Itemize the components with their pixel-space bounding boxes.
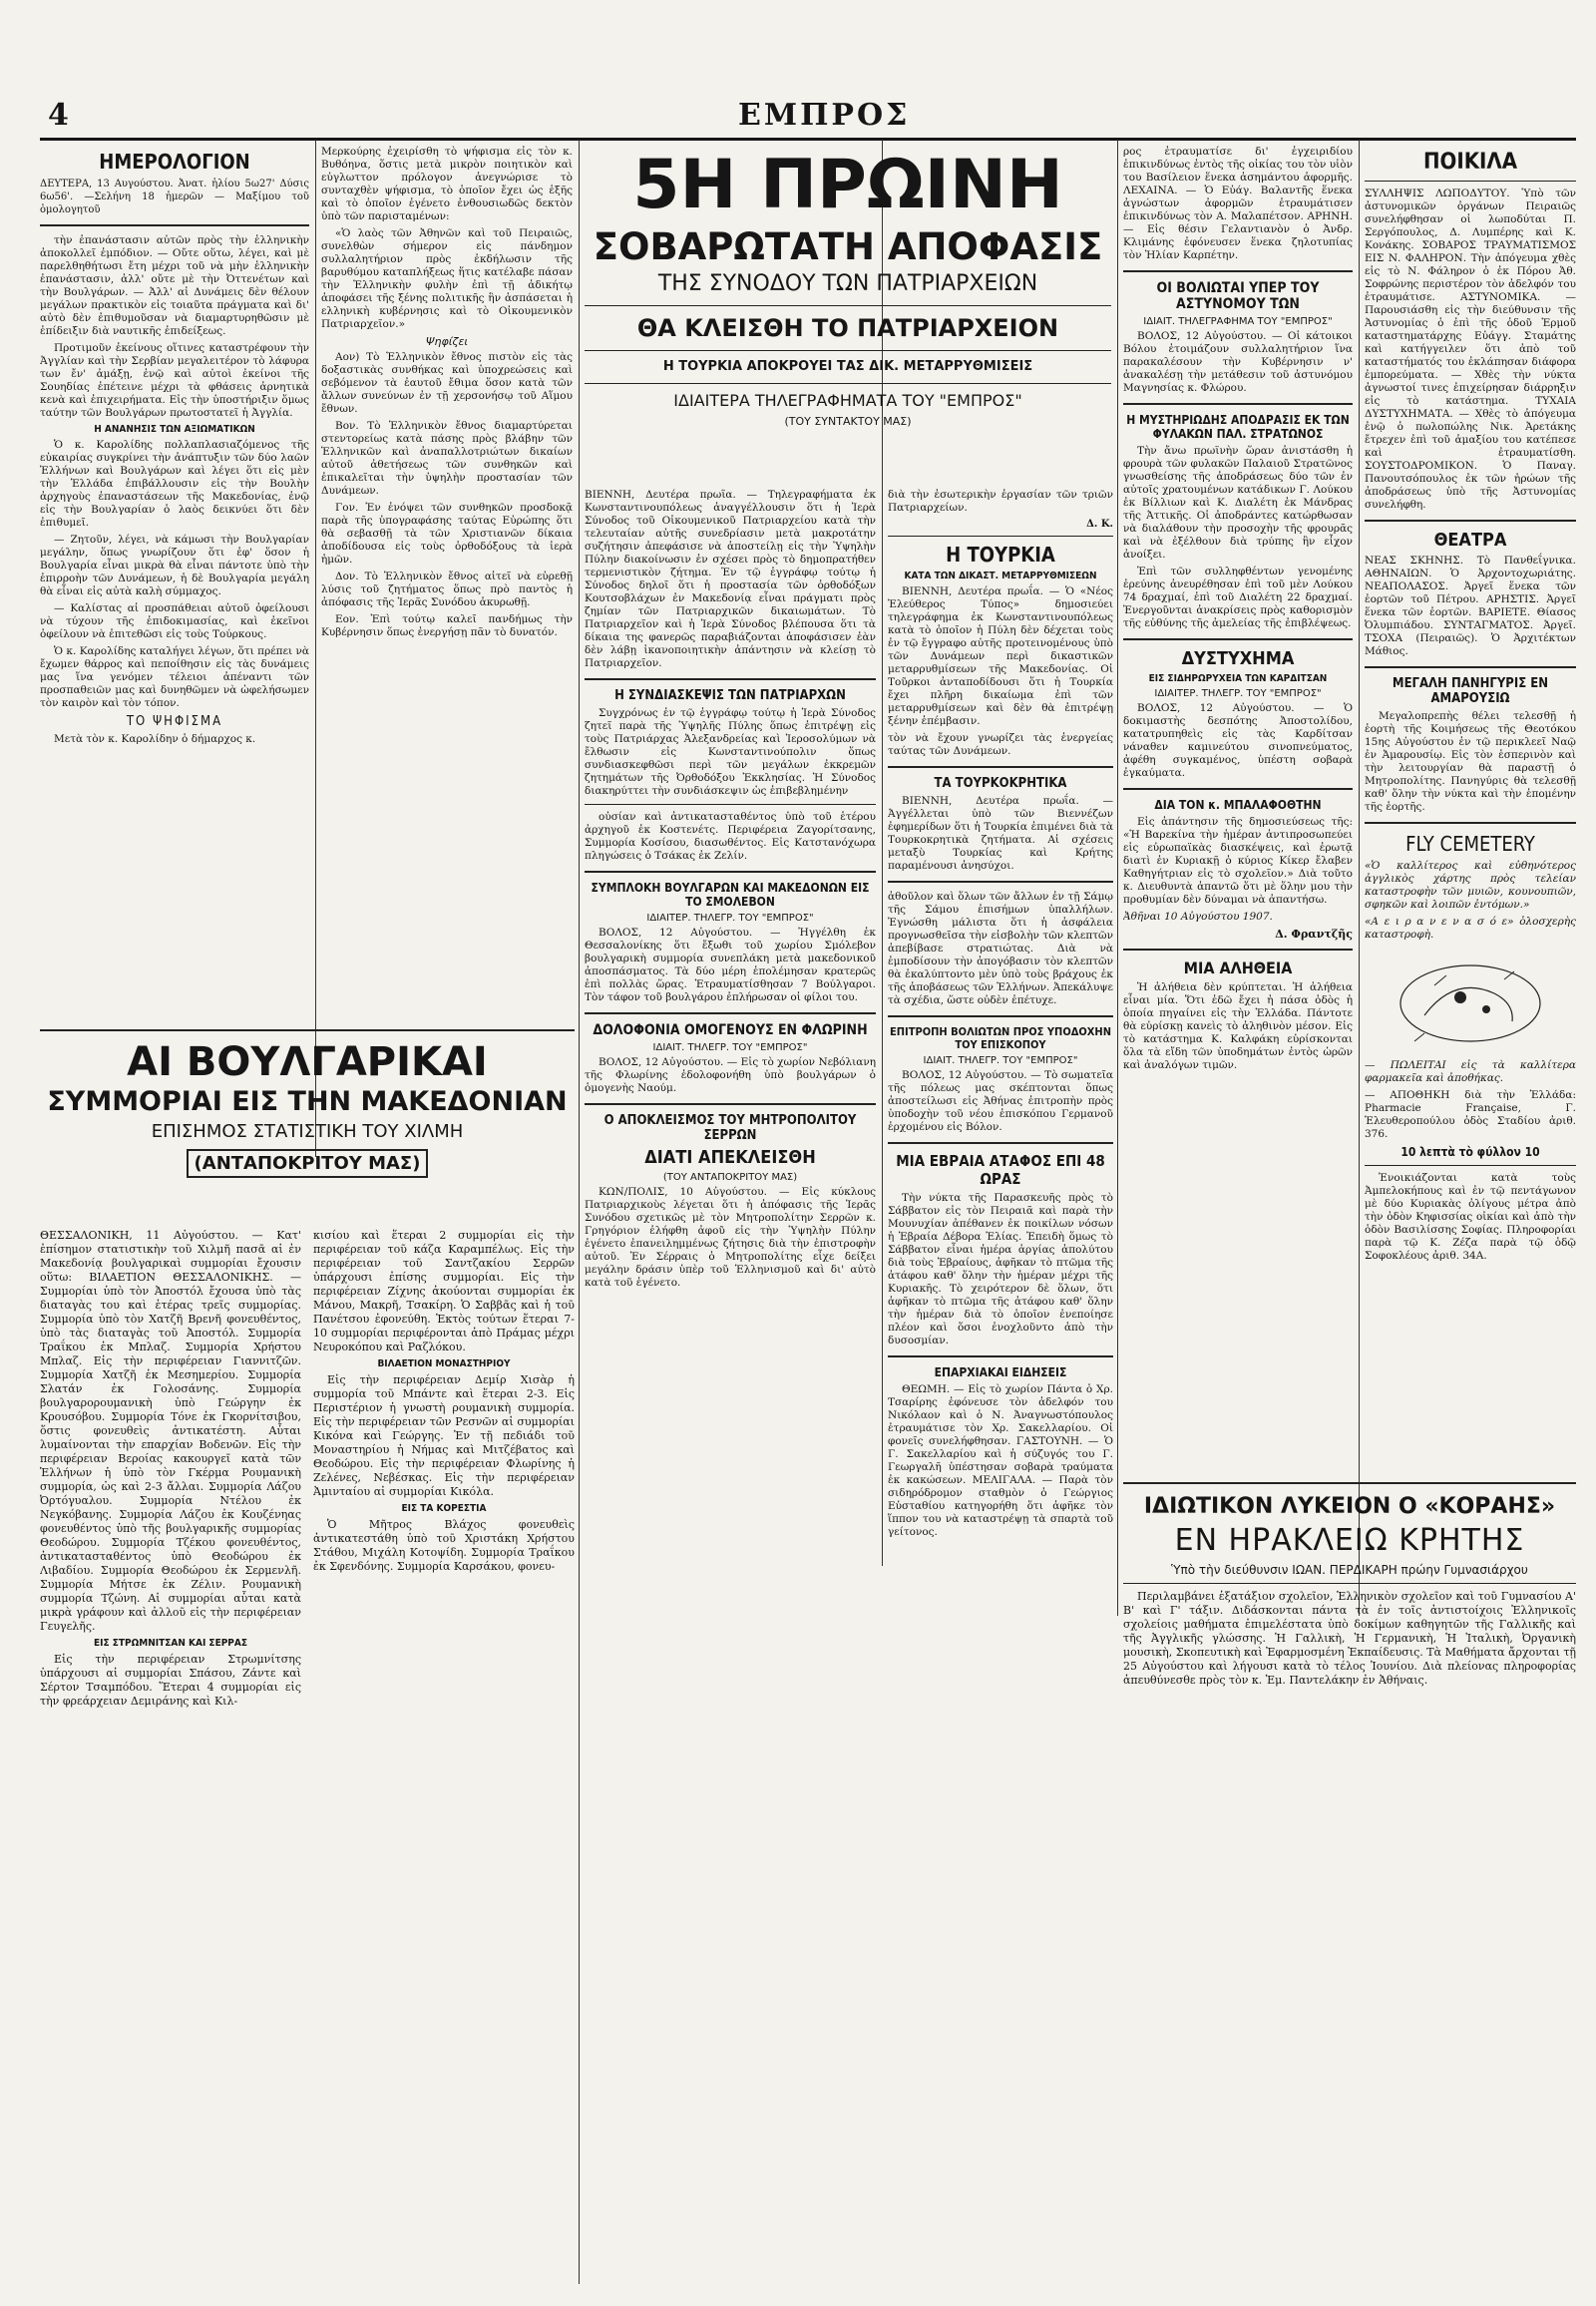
divider — [585, 305, 1111, 306]
section-heading: ΕΙΣ ΣΤΡΩΜΝΙΤΣΑΝ ΚΑΙ ΣΕΡΡΑΣ — [93, 1638, 248, 1649]
column-5 — [1123, 146, 1353, 1472]
ad-sale: — ΠΩΛΕΙΤΑΙ εἰς τὰ καλλίτερα φαρμακεῖα καὶ ἀποθήκας. — [1365, 1059, 1576, 1084]
divider — [888, 1142, 1113, 1144]
section-title: ΔΙΑ ΤΟΝ κ. ΜΠΑΛΑΦΟΘΤΗΝ — [1154, 798, 1322, 812]
signature: Δ. Κ. — [1086, 519, 1113, 530]
column-1 — [40, 146, 309, 1023]
divider — [888, 881, 1113, 883]
column-divider — [1117, 140, 1118, 1616]
divider — [585, 1103, 876, 1105]
article-text: Μετὰ τὸν κ. Καρολίδην ὁ δήμαρχος κ. — [54, 733, 256, 745]
article-text: ΒΟΛΟΣ, 12 Αὐγούστου. — Εἰς τὸ χωρίον Νεβόλιανη τῆς Φλωρίνης ἐδολοφονήθη ὑπὸ βουλγάρων ὁ ὁμογενὴς Ναούμ. — [585, 1056, 876, 1094]
column-2 — [321, 146, 573, 1023]
masthead-rule — [40, 138, 1576, 141]
divider — [1365, 181, 1576, 182]
article-text: ΣΥΛΛΗΨΙΣ ΛΩΠΟΔΥΤΟΥ. Ὑπὸ τῶν ἀστυνομικῶν ὀργάνων Πειραιῶς συνελήφθησαν οἱ λωποδύται Π. Σεργόπουλος, Δ. Λυμπέρης καὶ Κ. Κονάκης. ΣΟΒΑΡΟΣ ΤΡΑΥΜΑΤΙΣΜΟΣ ΕΙΣ Ν. ΦΑΛΗΡΟΝ. Τὴν ἀπόγευμα χθὲς εἰς τὸ Ν. Φάληρον ὁ ἐκ Πόρου Ἀθ. Σοφρώνης περιστέρον τὸν ἀδελφόν του ἐτραυμάτισε. ΑΣΤΥΝΟΜΙΚΑ. — Παρουσιάσθη εἰς τὴν διεύθυνσιν τῆς Ἀστυνομίας ὁ ἐπὶ τῆς ὁδοῦ Ἑρμοῦ καταστηματάρχης Εὐάγγ. Σταμάτης καὶ κατήγγειλεν ὅτι ἀπὸ τοῦ καταστήματός του ἐκλάπησαν διάφορα ἐμπορεύματα. — Χθὲς τὴν νύκτα ἀγνωστοί τινες ἐπιχείρησαν διάρρηξιν εἰς τὸ κατάστημα. ΤΥΧΑΙΑ ΔΥΣΤΥΧΗΜΑΤΑ. — Χθὲς τὸ ἀπόγευμα ἐνῷ ὁ πωλοπώλης Νικ. Ἀρετάκης ἔτρεχεν ἐπὶ τοῦ ἀμαξίου του κατέπεσε καὶ ἐτραυματίσθη. ΣΟΥΣΤΟΔΡΟΜΙΚΟΝ. Ὁ Παναγ. Πανουτσόπουλος ἐκ τῶν ἡρώων τῆς ἀποδράσεως ὑπὸ τῆς Ἀστυνομίας συνελήφθη. — [1365, 188, 1576, 511]
article-text: ΒΟΛΟΣ, 12 Αὐγούστου. — Οἱ κάτοικοι Βόλου ἐτοιμάζουν συλλαλητήριον ἵνα παρακαλέσουν τὴν Κυβέρνησιν ν' ἀνακαλέσῃ τὴν μετάθεσιν τοῦ ἀστυνόμου Μαγνησίας κ. Φλώρου. — [1123, 330, 1353, 394]
bulgarian-byline: (ΑΝΤΑΠΟΚΡΙΤΟΥ ΜΑΣ) — [187, 1149, 429, 1178]
correspondent-line: (ΤΟΥ ΑΝΤΑΠΟΚΡΙΤΟΥ ΜΑΣ) — [662, 1172, 798, 1183]
divider — [585, 383, 1111, 384]
column-divider — [579, 140, 580, 2284]
article-text: Δον. Τὸ Ἑλληνικὸν ἔθνος αἰτεῖ νὰ εὑρεθῇ λύσις τοῦ ζητήματος ὅπως πρὸ παντὸς ἡ ἀπόφασις τῆς Ἱερᾶς Συνόδου ἀκυρωθῇ. — [321, 571, 573, 608]
paper-name: ΕΜΠΡΟΣ — [738, 98, 911, 133]
article-text: Εἰς τὴν περιφέρειαν Στρωμνίτσης ὑπάρχουσι αἱ συμμορίαι Σπάσου, Ζάντε καὶ Σέρτον Τσαμπόδου. Ἕτεραι 4 συμμορίαι εἰς τὴν φρεάρχειαν Δεμιράνης καὶ Κιλ- — [40, 1653, 301, 1708]
article-text: Συγχρόνως ἐν τῷ ἐγγράφῳ τούτῳ ἡ Ἱερὰ Σύνοδος ζητεῖ παρὰ τῆς Ὑψηλῆς Πύλης ὅπως ἐπιτρέψῃ εἰς τοὺς Πατριάρχας Ἀλεξανδρείας καὶ Ἱεροσολύμων νὰ ἔλθωσιν εἰς Κωνσταντινούπολιν ὅπως συνδιασκεφθῶσι περὶ τῶν μεγάλων ἐκκρεμῶν ζητημάτων τῆς Ὀρθοδόξου Ἐκκλησίας. Ἡ Σύνοδος διακηρύττει τὴν συνδιάσκεψιν ὡς ἐπιβεβλημένην — [585, 707, 876, 797]
bulgarian-title: ΑΙ ΒΟΥΛΓΑΡΙΚΑΙ — [127, 1039, 488, 1085]
theatre-title: ΘΕΑΤΡΑ — [1433, 530, 1507, 551]
divider — [1365, 520, 1576, 522]
article-text: διὰ τὴν ἐσωτερικὴν ἐργασίαν τῶν τριῶν Πατριαρχείων. — [888, 489, 1113, 514]
section-title: ΔΟΛΟΦΟΝΙΑ ΟΜΟΓΕΝΟΥΣ ΕΝ ΦΛΩΡΙΝΗ — [593, 1022, 868, 1038]
divider — [1365, 666, 1576, 668]
letter-signature: Δ. Φραντζῆς — [1275, 928, 1353, 941]
article-text: Μεγαλοπρεπὴς θέλει τελεσθῇ ἡ ἑορτὴ τῆς Κοιμήσεως τῆς Θεοτόκου 15ης Αὐγούστου ἐν τῷ περικλεεῖ Ναῷ ἐν Ἀμαρουσίῳ. Εἰς τὸν ἑσπερινὸν καὶ τὴν λειτουργίαν θὰ παραστῇ ὁ Μητροπολίτης. Πανηγύρις θὰ τελεσθῇ καθ' ὅλην τὴν νύκτα καὶ τὴν ἑπομένην τῆς ἑορτῆς. — [1365, 710, 1576, 813]
section-title: ΜΙΑ ΑΛΗΘΕΙΑ — [1183, 959, 1293, 977]
article-text: ΒΙΕΝΝΗ, Δευτέρα πρωΐα. — Ὁ «Νέος Ἐλεύθερος Τύπος» δημοσιεύει τηλεγράφημα ἐκ Κωνσταντινουπόλεως κατὰ τὸ ὁποῖον ἡ Πύλη δὲν δέχεται τοὺς ἐν τῷ ἔγγραφο αὐτῆς προτεινομένους ὑπὸ τῶν Δυνάμεων περὶ δικαστικῶν μεταρρυθμίσεων τῆς Μακεδονίας. Οἱ Τοῦρκοι ἀνταποδίδουσι ὅτι ἡ Τουρκία ἔχει πλῆρη δικαίωμα ἐπὶ τῶν μεταρρυθμίσεων καὶ δὲν θὰ ἐπιτρέψῃ ξένην ἐπέμβασιν. — [888, 585, 1113, 727]
school-text: Περιλαμβάνει ἑξατάξιον σχολεῖον, Ἑλληνικὸν σχολεῖον καὶ τοῦ Γυμνασίου Α' Β' καὶ Γ' τάξιν. Διδάσκονται πάντα τὰ ἐν τοῖς ἀντιστοίχοις Ἑλληνικοῖς σχολείοις μαθήματα ἐπιμελέστατα ὑπὸ δοκίμων καθηγητῶν τῆς Γαλλικῆς καὶ τῆς Ἀγγλικῆς γλώσσης. Ἡ Γαλλικὴ, Ἡ Γερμανικὴ, Ἡ Ἰταλικὴ, Ὀργανικὴ μουσικὴ, Σκοπευτικὴ καὶ Ἐφαρμοσμένη Ἐκπαίδευσις. Τὰ Μαθήματα ἄρχονται τῇ 25 Αὐγούστου καὶ λήγουσι κατὰ τὸ τέλος Ἰουνίου. Διὰ πλείονας πληροφορίας ἀπευθύνεσθε πρὸς τὸν κ. Ἐμ. Παντελάκην ἐν Ἀθήναις. — [1123, 1590, 1576, 1687]
classified-text: Ἐνοικιάζονται κατὰ τοὺς Ἀμπελοκήπους καὶ ἐν τῷ πεντάγωνον μὲ δύο Κυριακὰς ὀλίγους μέτρα ἀπὸ τὴν ὁδὸν Κηφισσίας οἰκίαι καὶ ἀπὸ τὴν ὁδὸν Βασιλίσσης Σοφίας. Πληροφορίαι παρὰ τῷ Κ. Ζέζα παρὰ τῷ ὁδῷ Σοφοκλέους ἀριθ. 34Α. — [1365, 1172, 1576, 1262]
section-title: ΜΙΑ ΕΒΡΑΙΑ ΑΤΑΦΟΣ ΕΠΙ 48 ΩΡΑΣ — [896, 1152, 1105, 1188]
article-text: τὸν νὰ ἔχουν γνωρίζει τὰς ἐνεργείας ταύτας τῶν Δυνάμεων. — [888, 732, 1113, 757]
school-subtitle: ΕΝ ΗΡΑΚΛΕΙΩ ΚΡΗΤΗΣ — [1174, 1523, 1525, 1558]
divider — [585, 871, 876, 873]
article-text: τὴν ἐπανάστασιν αὐτῶν πρὸς τὴν ἑλληνικὴν ἀποκολλεῖ ἐμπόδιον. — Οὔτε οὕτω, λέγει, καὶ μὲ παρελθηθήτωσι ἔτη μέχρι τοῦ νὰ μὴν ἑλληνικὴν ἐπανάστασιν, ἀλλ' οὔτε μὲ τὴν Ὀττενέτων καὶ τὴν Βουλγάρων. — Ἀλλ' αἱ Δυνάμεις δὲν θέλουν μεγάλων πρακτικὸν εἰς τοιαῦτα πράγματα καὶ δι' αὐτὸ δὲν ἐπιθυμοῦσαν νὰ διαμαρτυρηθῶσιν μὲ ἐπίδειξιν διὰ ναυτικῆς ἐπιδείξεως. — [40, 234, 309, 337]
article-text: ΒΙΕΝΝΗ, Δευτέρα πρωΐα. — Τηλεγραφήματα ἐκ Κωνσταντινουπόλεως ἀναγγέλλουσιν ὅτι ἡ Ἱερὰ Σύνοδος τοῦ Οἰκουμενικοῦ Πατριαρχείου κατὰ τὴν τελευταίαν αὐτῆς συνεδρίασιν μετὰ μακροτάτην συζήτησιν ἀπεφάσισε νὰ ἀποστείλῃ εἰς τὴν Ὑψηλὴν Πύλην διακοίνωσιν ἐν σχέσει πρὸς τὸ δημοπρατήθεν τερμενιστικὸν ζήτημα. Ἐν τῷ ἐγγράφῳ τούτῳ ἡ Σύνοδος δηλοῖ ὅτι ἡ προστασία τῶν ὀρθοδόξων Κουτσοβλάχων ἐν Μακεδονίᾳ εἶναι πράγματι πρὸς ζημίαν τῶν Πατριαρχικῶν δικαιωμάτων. Τὸ Πατριαρχεῖον καὶ ἡ Ἱερὰ Σύνοδος βλέπουσα ὅτι τὰ δίκαια της φανερῶς παραβιάζονται ἀποφάσισεν ἐὰν δὲν λάβῃ ἱκανοποιητικὴν ἀπάντησιν νὰ κλείσῃ τὸ Πατριαρχεῖον. — [585, 489, 876, 669]
article-text: Εἰς τὴν περιφέρειαν Δεμίρ Χισὰρ ἡ συμμορία τοῦ Μπάντε καὶ ἕτεραι 2-3. Εἰς Περιστέριον ἡ γνωστὴ ρουμανικὴ συμμορία. Εἰς τὴν περιφέρειαν τῶν Ρεσνῶν αἱ συμμορίαι Κικόνα καὶ Γεώργης. Ἐν τῇ πεδιάδι τοῦ Μοναστηρίου ἡ Νήμας καὶ Μιτζέβατος καὶ Θεοδώρου. Εἰς τὴν περιφέρειαν Φλωρίνης ἡ Ζελένες, Νεβέσκας. Εἰς τὴν περιφέρειαν Ἀμινταίου αἱ συμμορίαι Κικόλα. — [313, 1373, 575, 1498]
school-title: ΙΔΙΩΤΙΚΟΝ ΛΥΚΕΙΟΝ Ο «ΚΟΡΑΗΣ» — [1143, 1494, 1556, 1519]
theatre-listings: ΝΕΑΣ ΣΚΗΝΗΣ. Τὸ Πανθεΐγνικα. ΑΘΗΝΑΙΩΝ. Ὁ Ἀρχοντοχωριάτης. ΝΕΑΠΟΛΑΣΟΣ. Ἀργεῖ ἕνεκα τῶν ἐορτῶν τοῦ Πέτρου. ΑΡΗΣΤΙΣ. Ἀργεῖ ἕνεκα τῶν ἐορτῶν. ΒΑΡΙΕΤΕ. Θίασος Ὀλυμπιάδου. ΣΥΝΤΑΓΜΑΤΟΣ. Ἀργεῖ. ΤΣΟΧΑ (Πειραιῶς). Ὁ Ἀρχιτέκτων Μάθιος. — [1365, 555, 1576, 657]
ad-motto: «Α ε ι ρ α ν ε ν α σ ό ε» ὁλοσχερὴς καταστροφὴ. — [1365, 916, 1576, 941]
article-text: οὐσίαν καὶ ἀντικατασταθέντος ὑπὸ τοῦ ἑτέρου ἀρχηγοῦ ἐκ Κοστενέτς. Περιφέρεια Ζαγορίτσανης, Συμμορία Κοσίσου, διασωθέντος. Εἰς Κατστανόχωρα πληγώσεις ὁ Τσάκας ἐκ Ζελίν. — [585, 811, 876, 862]
divider — [1123, 270, 1353, 272]
ad-text: «Ὁ καλλίτερος καὶ εὐθηνότερος ἀγγλικὸς χάρτης πρὸς τελείαν καταστροφὴν τῶν μυιῶν, κουνουπιῶν, σφηκῶν καὶ λοιπῶν ἐντόμων.» — [1365, 860, 1576, 911]
bulgarian-subtitle: ΣΥΜΜΟΡΙΑΙ ΕΙΣ ΤΗΝ ΜΑΚΕΔΟΝΙΑΝ — [47, 1086, 568, 1117]
divider — [1123, 1583, 1576, 1584]
ad-title: FLY CEMETERY — [1405, 832, 1535, 856]
fair-title: ΜΕΓΑΛΗ ΠΑΝΗΓΥΡΙΣ ΕΝ ΑΜΑΡΟΥΣΙΩ — [1392, 676, 1549, 706]
divider — [888, 536, 1113, 537]
section-heading: ΒΙΛΑΕΤΙΟΝ ΜΟΝΑΣΤΗΡΙΟΥ — [377, 1358, 511, 1369]
column-4 — [888, 489, 1113, 2264]
section-title: ΕΠΙΤΡΟΠΗ ΒΟΛΙΩΤΩΝ ΠΡΟΣ ΥΠΟΔΟΧΗΝ ΤΟΥ ΕΠΙΣΚΟΠΟΥ — [889, 1025, 1111, 1051]
section-title: ΕΠΑΡΧΙΑΚΑΙ ΕΙΔΗΣΕΙΣ — [934, 1365, 1067, 1379]
pre-title: 5Η ΠΡΩΙΝΗ — [632, 146, 1063, 224]
divider — [40, 1029, 575, 1031]
correspondent-line: ΙΔΙΑΙΤ. ΤΗΛΕΓΡ. ΤΟΥ "ΕΜΠΡΟΣ" — [652, 1042, 808, 1053]
lead-title: ΣΟΒΑΡΩΤΑΤΗ ΑΠΟΦΑΣΙΣ — [593, 225, 1103, 268]
divider — [1123, 638, 1353, 640]
section-heading: Η ΑΝΑΝΗΣΙΣ ΤΩΝ ΑΞΙΩΜΑΤΙΚΩΝ — [94, 424, 255, 435]
calendar-text: ΔΕΥΤΕΡΑ, 13 Αυγούστου. Ἀνατ. ἡλίου 5ω27' Δύσις 6ω56'. —Σελήνη 18 ἡμερῶν — Μαξίμου τοῦ ὁμολογητοῦ — [40, 179, 309, 215]
article-text: Γον. Ἐν ἐνόψει τῶν συνθηκῶν προσδοκᾷ παρὰ τῆς ὑπογραφάσης ταύτας Εὐρώπης ὅτι θὰ σεβασθῇ τὰ τῶν Χριστιανῶν δίκαια ἀποδίδουσα εἰς τοὺς ὀρθοδόξους τὰ ἱερὰ ἡμῶν. — [321, 502, 573, 566]
divider — [888, 766, 1113, 768]
lead-subtitle: ΤΗΣ ΣΥΝΟΔΟΥ ΤΩΝ ΠΑΤΡΙΑΡΧΕΙΩΝ — [657, 271, 1038, 296]
article-text: ΘΕΩΜΗ. — Εἰς τὸ χωρίον Πάντα ὁ Χρ. Τσαρίρης ἐφόνευσε τὸν ἀδελφόν του Νικόλαον καὶ ὁ Ν. Ἀναγνωστόπουλος ἐτραυμάτισε τὸν Χρ. Σακελλαρίου. Οἱ φονεῖς συνελήφθησαν. ΓΑΣΤΟΥΝΗ. — Ὁ Γ. Σακελλαρίου καὶ ἡ σύζυγός του Γ. Γεωργαλῆ ὑπέστησαν σοβαρὰ τραύματα ἐκ κακώσεων. ΜΕΛΙΓΑΛΑ. — Παρὰ τὸν σιδηρόδρομον σταθμὸν ὁ Γεώργιος Εὐσταθίου κατηγορήθη ὅτι ἀφῆκε τὸν ἵππον του νὰ καταστρέψῃ τὰ σπαρτὰ τοῦ γείτονος. — [888, 1383, 1113, 1538]
article-text: ΒΟΛΟΣ, 12 Αὐγούστου. — Τὸ σωματεῖα τῆς πόλεως μας σκέπτονται ὅπως ἀποστείλωσι εἰς Ἀθήνας ἐπιτροπὴν πρὸς ὑποδοχὴν τοῦ νέου ἐπισκόπου Γερμανοῦ ἐρχομένου εἰς Βόλον. — [888, 1069, 1113, 1133]
article-text: Τὴν νύκτα τῆς Παρασκευῆς πρὸς τὸ Σάββατον εἰς τὸν Πειραιᾶ καὶ παρὰ τὴν Μουνυχίαν ἀπέθανεν ἐκ ποικίλων νόσων ἡ Ἑβραία Δέβορα Ἐλίας. Ἐπειδὴ ὅμως τὸ Σάββατον εἶναι ἡμέρα ἀργίας ἀπολύτου διὰ τοὺς Ἑβραίους, ἀφῆκαν τὸ πτῶμα τῆς ἀτάφου καθ' ὅλην τὴν ἡμέραν μέχρι τῆς Κυριακῆς. Τὸ χειρότερον δὲ ὅλων, ὅτι ἀφῆκαν τὸ πτῶμα τῆς ἀτάφου καθ' ὅλην τὴν ἡμέραν διὰ τὸ ὁποῖον ἐνεποίησε πλέον καὶ ὅσοι ἐνοχλοῦντο ἀπὸ τὴν δυσοσμίαν. — [888, 1192, 1113, 1346]
article-text: ἀθοῦλον καὶ ὅλων τῶν ἄλλων ἐν τῇ Σάμῳ τῆς Σάμου ἐπισήμων ὑπαλλήλων. Ἐγνώσθη μάλιστα ὅτι ἡ ἀσφάλεια προγνωσθεῖσα τὴν εἰσβολὴν τῶν κλεπτῶν ἀπεβίβασε στρατιώτας. Διὰ νὰ ἐμποδίσουν τὴν ἀπογόβασιν τὸν κλεπτῶν θὰ ἐκαλύπτοντο μὲν ὑπὸ τοὺς βράχους ἐκ τῆς ἀποβάσεως τῶν Ἑλλήνων. Ἀπεκάλυψε τὰ σχέδια, ὥστε οὐδὲν ἐπέτυχε. — [888, 891, 1113, 1006]
divider — [585, 678, 876, 680]
correspondent-line: ΙΔΙΑΙΤ. ΤΗΛΕΓΡΑΦΗΜΑ ΤΟΥ "ΕΜΠΡΟΣ" — [1143, 316, 1333, 327]
vote-title: ΤΟ ΨΗΦΙΣΜΑ — [126, 714, 223, 729]
misc-title: ΠΟΙΚΙΛΑ — [1422, 150, 1518, 175]
correspondent-line: ΙΔΙΑΙΤΕΡ. ΤΗΛΕΓΡ. ΤΟΥ "ΕΜΠΡΟΣ" — [646, 913, 814, 924]
section-title: ΟΙ ΒΟΛΙΩΤΑΙ ΥΠΕΡ ΤΟΥ ΑΣΤΥΝΟΜΟΥ ΤΩΝ — [1156, 280, 1320, 312]
article-text: ΚΩΝ/ΠΟΛΙΣ, 10 Αὐγούστου. — Εἰς κύκλους Πατριαρχικοὺς λέγεται ὅτι ἡ ἀπόφασις τῆς Ἱερᾶς Συνόδου σχετικῶς μὲ τὸν Μητροπολίτην Σερρῶν κ. Γρηγόριον ἐλήφθη ἀφοῦ εἰς τὴν Ὑψηλὴν Πύλην ἐγένετο ἐπανειλημμένως ζήτησις διὰ τὴν ἐπιστροφὴν αὐτοῦ. Ἐν Σέρραις ὁ Μητροπολίτης εἶχε δείξει μεγάλην δράσιν ὑπὲρ τοῦ Ἑλληνισμοῦ καὶ δι' αὐτὸ κατὰ τοῦ ἐγένετο. — [585, 1186, 876, 1289]
divider — [1365, 1165, 1576, 1166]
article-text: Ὁ Μῆτρος Βλάχος φονευθεὶς ἀντικατεστάθη ὑπὸ τοῦ Χριστάκη Χρήστου Στάθου, Μιχάλη Κοτοψίδη. Συμμορία Τραΐκου ἐκ Σφενδόνης. Συμμορία Καρσάκου, φονευ- — [313, 1518, 575, 1573]
section-title: ΤΑ ΤΟΥΡΚΟΚΡΗΤΙΚΑ — [934, 776, 1067, 791]
lead-byline: (ΤΟΥ ΣΥΝΤΑΚΤΟΥ ΜΑΣ) — [784, 415, 912, 428]
article-text: «Ὁ λαὸς τῶν Ἀθηνῶν καὶ τοῦ Πειραιῶς, συνελθὼν σήμερον εἰς πάνδημον συλλαλητήριον πρὸς ἐκδήλωσιν τῆς βαρυθύμου καταπλήξεως ἥτις κατέλαβε πάσαν τὴν Ἑλληνικὴν φυλὴν ἐπὶ τῇ ἀδικήτῳ ἀποφάσει τῆς ξένης πολιτικῆς ἣν ἀσπάσεται ἡ ελληνικὴ κυβέρνησις καὶ τὸ Οἰκουμενικὸν Πατριαρχεῖον.» — [321, 227, 573, 330]
article-text: Εἰς ἀπάντησιν τῆς δημοσιεύσεως τῆς: «Ἡ Βαρεκίνα τὴν ἡμέραν ἀντιπροσωπεύει εἰς εὐρωπαϊκὰς διασκέψεις, καὶ ἐρωτᾷ διατὶ ἐν Κυριακῇ ὁ κύριος Κίκερ ἔλαβεν Καθηγήτριαν εἰς τὸ σχολεῖον.» Διὰ τοῦτο κ. Διευθυντὰ ἀπαντῶ ὅτι μὲ ὅλην μου τὴν προθυμίαν δὲν δύναμαι νὰ ἀπαντήσω. — [1123, 816, 1353, 906]
column-3 — [585, 489, 876, 2264]
article-text: κισίου καὶ ἕτεραι 2 συμμορίαι εἰς τὴν περιφέρειαν τοῦ κάζα Καραμπέλως. Εἰς τὴν περιφέρειαν τοῦ Σαντζακίου Σερρῶν ὑπάρχουσι ἐπίσης συμμορίαι. Εἰς τὴν περιφέρειαν Ζίχνης ἀκούονται συμμορίαι ἐκ Μάνου, Μακρῆ, Τσακίρη. Ὁ Σαββᾶς καὶ ἡ τοῦ Πανέτσου ἐφονεύθη. Ἑκτὸς τούτων ἕτεραι 7-10 συμμορίαι περιφέρονται ἀπὸ Πράμας μέχρι Νευροκόπου καὶ Ραζλόκου. — [313, 1229, 575, 1353]
page-number: 4 — [48, 98, 69, 133]
divider — [888, 1015, 1113, 1017]
article-text: — Ζητοῦν, λέγει, νὰ κάμωσι τὴν Βουλγαρίαν μεγάλην, ὅπως γνωρίζουν ὅτι ἐφ' ὅσον ἡ Βουλγαρία εἶναι μικρὰ θὰ εἶναι πάντοτε ὑπὸ τὴν ἐπιρροὴν τῶν Δυνάμεων, ἡ δὲ Βουλγαρία μεγάλη θὰ εἶναι εἰς αὐτὰ καλὴ σύμμαχος. — [40, 534, 309, 597]
divider — [888, 1355, 1113, 1357]
section-heading: ΕΙΣ ΤΑ ΚΟΡΕΣΤΙΑ — [401, 1503, 487, 1514]
masthead — [40, 96, 1596, 136]
divider — [1123, 788, 1353, 790]
article-text: Μερκούρης ἐχειρίσθη τὸ ψήφισμα εἰς τὸν κ. Βυθόηνα, ὅστις μετὰ μικρὸν ποιητικὸν καὶ εὐγλωττον πρόλογον ἀνεγνώρισε τὸ συνταχθὲν ψήφισμα, τὸ ὁποῖον ἔχει ὡς ἑξῆς καὶ τὸ ὁποῖον ἐγένετο ἐνθουσιωδῶς δεκτὸν ὑπὸ τῶν παρισταμένων: — [321, 146, 573, 222]
article-text: Ὁ κ. Καρολίδης πολλαπλασιαζόμενος τῆς εὐκαιρίας συγκρίνει τὴν ἀνάπτυξιν τῶν δύο λαῶν Ἑλλήνων καὶ Βουλγάρων καὶ λέγει ὅτι εἰς μὲν τὴν Ἑλλάδα ἐπιβάλλουσιν εἰς τὴν Βουλὴν ἀρχηγοὺς ἐπαναστάσεων τῆς Μακεδονίας, ἐνῷ εἰς τὴν Βουλγαρίαν ὁ λαὸς δεικνύει ὅτι δὲν ἐπιθυμεῖ. — [40, 439, 309, 529]
section-title: Η ΣΥΝΔΙΑΣΚΕΨΙΣ ΤΩΝ ΠΑΤΡΙΑΡΧΩΝ — [614, 688, 846, 703]
article-text: ΒΟΛΟΣ, 12 Αὐγούστου. — Ἠγγέλθη ἐκ Θεσσαλονίκης ὅτι ἔξωθι τοῦ χωρίου Σμόλεβον βουλγαρικὴ συμμορία συνεπλάκη μετὰ μακεδονικοῦ ἀποσπάσματος. Τὰ δύο μέρη ἐπολέμησαν κρατερῶς ἐπὶ πολλὰς ὥρας. Ἐτραυματίσθησαν 7 Βούλγαροι. Τὸν τάφον τοῦ βουλγάρου ἐπλήρωσαν οἱ φίλοι του. — [585, 927, 876, 1003]
section-title: Η ΤΟΥΡΚΙΑ — [946, 543, 1055, 567]
article-text: ΒΟΛΟΣ, 12 Αὐγούστου. — Ὁ δοκιμαστὴς δεσπότης Ἀποστολίδου, κατατρυπηθεὶς εἰς τὰς Καρδίτσαν νάναθεν καμινεύτου σινοπνεύματος, ἀφέθη συγκαμένος, ὑπέστη σοβαρὰ ἐγκαύματα. — [1123, 702, 1353, 779]
article-text: Προτιμοῦν ἐκείνους οἵτινες καταστρέφουν τὴν Ἀγγλίαν καὶ τὴν Σερβίαν μεγαλειτέρον τὸ λάφυρα των ἔν' ἀμάξῃ, ἐνῷ καὶ αὐτοὶ ἐκείνοι τῆς Σουηδίας ἐπέτεινε μέχρι τὰ φθάσεις ἀρνητικὰ κενὰ καὶ ἐπιχειρήματα. Εἰς τὴν ὑποστήριξιν ὅμως ταύτην τῶν Βουλγάρων πρωτοστατεῖ ἡ Ἀγγλία. — [40, 342, 309, 419]
section-subtitle: ΚΑΤΑ ΤΩΝ ΔΙΚΑΣΤ. ΜΕΤΑΡΡΥΘΜΙΣΕΩΝ — [904, 571, 1097, 581]
divider — [585, 804, 876, 805]
school-advertisement — [1123, 1482, 1576, 2260]
correspondent-line: ΙΔΙΑΙΤ. ΤΗΛΕΓΡ. ΤΟΥ "ΕΜΠΡΟΣ" — [923, 1055, 1078, 1066]
section-title: ΣΥΜΠΛΟΚΗ ΒΟΥΛΓΑΡΩΝ ΚΑΙ ΜΑΚΕΔΟΝΩΝ ΕΙΣ ΤΟ ΣΜΟΛΕΒΟΝ — [591, 881, 870, 909]
article-text: Ἡ ἀλήθεια δὲν κρύπτεται. Ἡ ἀλήθεια εἶναι μία. Ὅτι ἐδῶ ἔχει ἡ πάσα ὁδὸς ἡ ὁποία πηγαίνει εἰς τὴν Ἑλλάδα. Πάντοτε θὰ εὑρίσκῃ κανεὶς τὸ ἀληθινὸν μέσον. Εἰς τὸ κατάστημα Κ. Καλφάκη εὑρίσκονται ὅλα τὰ εἴδη τῶν ὑποδημάτων ἐντὸς ὡρῶν καὶ ἀναλόγων τιμῶν. — [1123, 981, 1353, 1071]
divider — [1123, 1482, 1576, 1484]
article-text: — Καλίστας αἱ προσπάθειαι αὐτοῦ ὀφείλουσι νὰ τύχουν τῆς ἐπιδοκιμασίας, καὶ ἐκεῖνοι ὀφείλουν νὰ ἐπιτεθῶσι εἰς τοὺς Τούρκους. — [40, 602, 309, 640]
article-text: ΘΕΣΣΑΛΟΝΙΚΗ, 11 Αὐγούστου. — Κατ' ἐπίσημον στατιστικὴν τοῦ Χιλμῆ πασᾶ αἱ ἐν Μακεδονίᾳ βουλγαρικαὶ συμμορίαι ἔχουσιν οὕτω: ΒΙΛΑΕΤΙΟΝ ΘΕΣΣΑΛΟΝΙΚΗΣ. — Συμμορίαι ὑπὸ τὸν Ἀποστόλ ἔχουσα ὑπὸ τὰς διαταγὰς του καὶ ἑτέρας τρεῖς συμμορίας. Συμμορία ὑπὸ τὸν Χατζῆ Βρενῆ φονευθέντος, ὑπὸ τὰς διαταγὰς τοῦ Ἀποστόλ. Συμμορία Τραΐκου ἐκ Μπλαζ. Συμμορία Χρήστου Μπλαζ. Εἰς τὴν περιφέρειαν Γιαννιτζῶν. Συμμορία Χατζῆ ἐκ Μεσημερίου. Συμμορία Σλατάν ἐκ Γολοσάνης. Συμμορία βουλγαρορουμανικὴ ὑπὸ Γεώργην ἐκ Κρουσόβου. Συμμορία Τόνε ἐκ Γκορνίτσιβου, ὅστις φονευθεὶς ἀντικατέστη. Αὗται λυμαίνονται τὴν επαρχίαν Βοδενῶν. Εἰς τὴν περιφέρειαν Βεροίας κακουργεῖ κατὰ τῶν Ἑλλήνων ἡ ὑπὸ τὸν Γκέρμα Ρουμανικὴ συμμορία, ὡς καὶ 2-3 ἄλλαι. Συμμορία Λάζου Ὀρτόγυαλου. Συμμορία Ντέλου ἐκ Νεγκόβανης. Συμμορία Λάζου ἐκ Κουζένηας φονευθέντος ὑπὸ τῆς βουλγαρικῆς συμμορίας Θεοδώρου. Συμμορία Τζέκου φονευθέντος, ἀντικατασταθέντος ὑπὸ Θεοδώρου ἐκ Λιβαδίου. Συμμορία Θεοδώρου ἐκ Σερμενλῆ. Συμμορία Μήτσε ἐκ Ζέλιν. Ρουμανικὴ συμμορία Τζώνη. Αἱ συμμορίαι αὗται κατὰ μικρὰ γράφουν καὶ ἀλλοῦ εἰς τὴν περιφέρειαν Γευγελῆς. — [40, 1229, 301, 1633]
section-subtitle: ΔΙΑΤΙ ΑΠΕΚΛΕΙΣΘΗ — [644, 1147, 816, 1168]
divider — [1123, 403, 1353, 405]
fly-illustration — [1365, 946, 1576, 1055]
article-text: Αον) Τὸ Ἑλληνικὸν ἔθνος πιστὸν εἰς τὰς δοξαστικὰς συνθήκας καὶ ὑποχρεώσεις καὶ σεβόμενον τὰ ἐαυτοῦ ἔθιμα ὅσον κατὰ τῶν ἄλλων συνεύνων ἐν τῇ χερσονήσῳ τοῦ Αἵμου ἔθνων. — [321, 351, 573, 415]
divider — [585, 1012, 876, 1014]
section-title: ΔΥΣΤΥΧΗΜΑ — [1181, 648, 1295, 669]
ad-store: — ΑΠΟΘΗΚΗ διὰ τὴν Ἑλλάδα: Pharmacie Française, Γ. Ἐλευθεροπούλου ὁδὸς Σταδίου ἀριθ. 376. — [1365, 1089, 1576, 1140]
ad-price: 10 λεπτὰ τὸ φύλλον 10 — [1400, 1145, 1540, 1159]
column-6 — [1365, 146, 1576, 1472]
article-text: Ὁ κ. Καρολίδης καταλήγει λέγων, ὅτι πρέπει νὰ ἔχωμεν θάρρος καὶ πεποίθησιν εἰς τὰς δυνάμεις μας ἵνα γενόμεν τέλειοι ἀπέναντι τῶν προσπαθειῶν μας καὶ δυνηθῶμεν νὰ ὠφελήσωμεν τὸν καιρὸν καὶ τὸν τόπον. — [40, 645, 309, 709]
divider — [40, 224, 309, 226]
section-title: Ο ΑΠΟΚΛΕΙΣΜΟΣ ΤΟΥ ΜΗΤΡΟΠΟΛΙΤΟΥ ΣΕΡΡΩΝ — [603, 1113, 857, 1143]
article-text: Βον. Τὸ Ἑλληνικὸν ἔθνος διαμαρτύρεται στεντορείως κατὰ πάσης πρὸς βλάβην τῶν Ἑλληνικῶν καὶ ἀναπαλλοτριώτων δικαίων αὐτοῦ ἀθετήσεως τῶν συνθηκῶν καὶ ἐπικαλεῖται τὴν ὑψηλὴν προστασίαν τῶν Δυνάμεων. — [321, 420, 573, 497]
school-director: Ὑπὸ τὴν διεύθυνσιν ΙΩΑΝ. ΠΕΡΔΙΚΑΡΗ πρώην Γυμνασιάρχου — [1171, 1563, 1528, 1577]
article-text: Ἐπὶ τῶν συλληφθέντων γενομένης ἐρεύνης ἀνευρέθησαν ἐπὶ τοῦ μὲν Λούκου 74 δραχμαί, ἐπὶ τοῦ Διαλέτη 22 δραχμαί. Ἐνεργοῦνται ἀνακρίσεις πρὸς καθορισμὸν τῆς εὐθύνης τῆς ἀμελείας τῆς ἐπιβλέψεως. — [1123, 566, 1353, 629]
section-title: Η ΜΥΣΤΗΡΙΩΔΗΣ ΑΠΟΔΡΑΣΙΣ ΕΚ ΤΩΝ ΦΥΛΑΚΩΝ ΠΑΛ. ΣΤΡΑΤΩΝΟΣ — [1126, 413, 1350, 441]
letter-date: Ἀθῆναι 10 Αὐγούστου 1907. — [1123, 911, 1273, 923]
divider — [1123, 949, 1353, 951]
column-divider — [1359, 140, 1360, 1616]
article-text: Τὴν ἄνω πρωϊνὴν ὥραν ἀνιστάσθη ἡ φρουρὰ τῶν φυλακῶν Παλαιοῦ Στρατῶνος γνωσθείσης τῆς ἀποδράσεως δύο τῶν ἐν αὐτοῖς χρατουμένων κατάδικων Γ. Λούκου ἐκ Βίλλιων καὶ Κ. Διαλέτη ἐκ Μάνδρας τῆς Ἀττικῆς. Οἱ ἀποδράντες κατώρθωσαν νὰ διαλάθουν τὴν προσοχὴν τῆς φρουρᾶς καὶ νὰ ἐξέλθουν διὰ τρύπης ἣν εἶχον ἀνοίξει. — [1123, 445, 1353, 561]
vote-label: Ψηφίζει — [425, 335, 469, 348]
column-divider — [315, 140, 316, 1157]
lead-correspondent: ΙΔΙΑΙΤΕΡΑ ΤΗΛΕΓΡΑΦΗΜΑΤΑ ΤΟΥ "ΕΜΠΡΟΣ" — [673, 391, 1022, 410]
lead-headline-text: ΘΑ ΚΛΕΙΣΘΗ ΤΟ ΠΑΤΡΙΑΡΧΕΙΟΝ — [636, 314, 1059, 342]
bulgarian-subtitle-2: ΕΠΙΣΗΜΟΣ ΣΤΑΤΙΣΤΙΚΗ ΤΟΥ ΧΙΛΜΗ — [151, 1121, 464, 1142]
correspondent-line: ΙΔΙΑΙΤΕΡ. ΤΗΛΕΓΡ. ΤΟΥ "ΕΜΠΡΟΣ" — [1154, 688, 1322, 699]
article-text: ΒΙΕΝΝΗ, Δευτέρα πρωΐα. — Ἀγγέλλεται ὑπὸ τῶν Βιεννέζων ἐφημερίδων ὅτι ἡ Τουρκία ἐπιμένει διὰ τὰ Τουρκοκρητικὰ ζητήματα. Αἱ σχέσεις μεταξὺ Τουρκίας καὶ Κρήτης παραμένουσι ἀνησύχοι. — [888, 795, 1113, 872]
article-text: Εον. Ἐπὶ τούτῳ καλεῖ πανδήμως τὴν Κυβέρνησιν ὅπως ἐνεργήσῃ πᾶν τὸ δυνατόν. — [321, 613, 573, 638]
calendar-title: ΗΜΕΡΟΛΟΓΙΟΝ — [99, 150, 250, 174]
lead-headline — [585, 146, 1111, 485]
divider — [1365, 822, 1576, 824]
article-text: ρος ἐτραυματίσε δι' ἐγχειριδίου ἐπικινδύνως ἐντὸς τῆς οἰκίας του τὸν υἱὸν του Βασίλειον ἕνεκα ἀσημάντου ἀφορμῆς. ΛΕΧΑΙΝΑ. — Ὁ Εὐάγ. Βαλαντῆς ἕνεκα ἀγνώστων ἀφορμῶν ἐτραυμάτισεν ἐπικινδύνως τὸν Α. Μαλαπέτσον. ΑΡΗΝΗ. — Εἰς θέσιν Γελαντιανὸν ὁ Ἀνδρ. Κλιμάνης ἐφόνευσεν ἕνεκα ζηλοτυπίας τὸν Ἠλίαν Καρπέτην. — [1123, 146, 1353, 261]
section-subtitle: ΕΙΣ ΣΙΔΗΡΩΡΥΧΕΙΑ ΤΩΝ ΚΑΡΔΙΤΣΑΝ — [1148, 673, 1328, 684]
divider — [585, 350, 1111, 351]
lead-subheadline: Η ΤΟΥΡΚΙΑ ΑΠΟΚΡΟΥΕΙ ΤΑΣ ΔΙΚ. ΜΕΤΑΡΡΥΘΜΙΣΕΙΣ — [662, 359, 1033, 374]
bulgarian-article — [40, 1029, 575, 2266]
